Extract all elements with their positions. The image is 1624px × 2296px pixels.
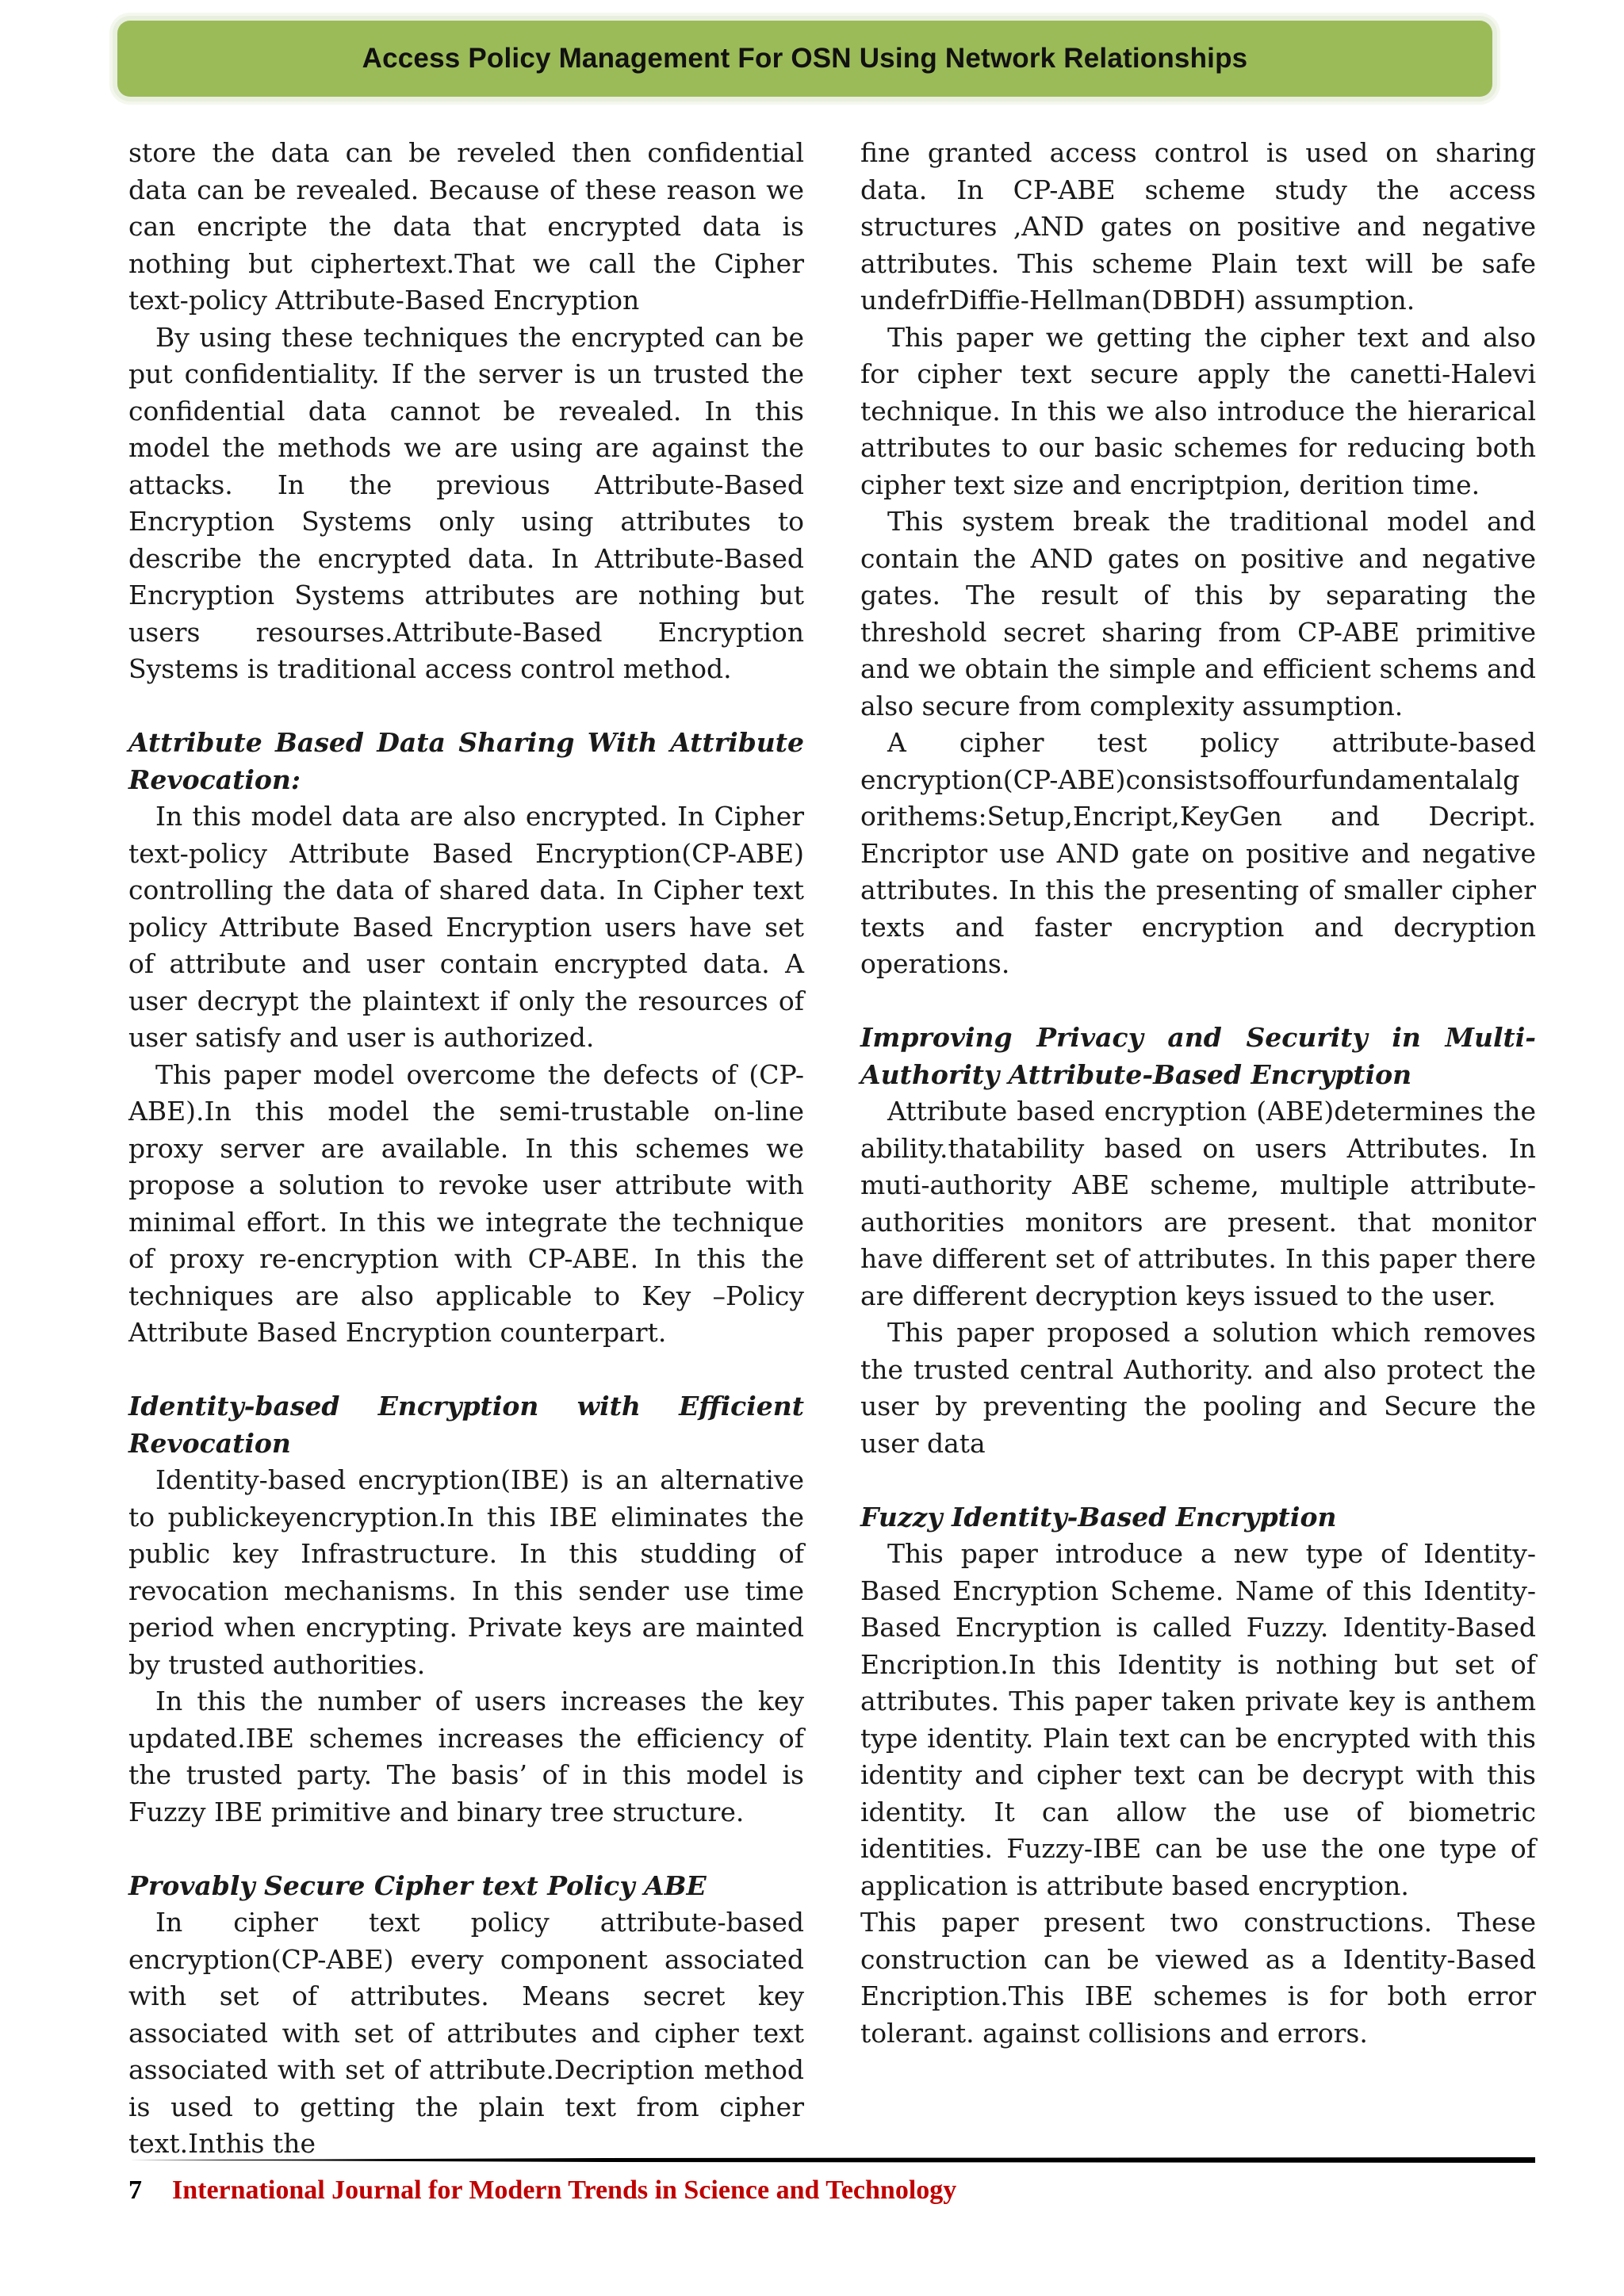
paragraph: In cipher text policy attribute-based encryption(CP-ABE) every component associated with set of attributes. Means secret key associated with set of attributes and cipher text associated with set of attribute.Decription method is used to getting the plain text from cipher text.Inthis the (128, 1907, 804, 2159)
journal-name: International Journal for Modern Trends in Science and Technology (172, 2175, 957, 2205)
paragraph: A cipher test policy attribute-based encryption(CP-ABE)consistsoffourfundamentalalg orithems:Setup,Encript,KeyGen and Decript. Encriptor use AND gate on positive and negative attributes. In this the presenting of smaller cipher texts and faster encryption and decryption operations. (860, 727, 1536, 979)
running-title: Access Policy Management For OSN Using Network Relationships (362, 43, 1248, 74)
paragraph: fine granted access control is used on sharing data. In CP-ABE scheme study the access structures ,AND gates on positive and negative attributes. This scheme Plain text will be safe undefrDiffie-Hellman(DBDH) assumption. (860, 137, 1536, 316)
section-heading: Fuzzy Identity-Based Encryption (860, 1501, 1337, 1533)
page-number: 7 (128, 2175, 142, 2205)
paragraph: In this model data are also encrypted. In Cipher text-policy Attribute Based Encryption(CP-ABE) controlling the data of shared data. In Cipher text policy Attribute Based Encryption users have set of attribute and user contain encrypted data. A user decrypt the plaintext if only the resources of user satisfy and user is authorized. (128, 801, 804, 1053)
paragraph: This paper present two constructions. These construction can be viewed as a Identity-Based Encription.This IBE schemes is for both error tolerant. against collisions and errors. (860, 1907, 1536, 2049)
paragraph: This paper we getting the cipher text and also for cipher text secure apply the canetti-Halevi technique. In this we also introduce the hierarical attributes to our basic schemes for reducing both cipher text size and encriptpion, derition time. (860, 321, 1536, 500)
paragraph: Identity-based encryption(IBE) is an alternative to publickeyencryption.In this IBE eliminates the public key Infrastructure. In this studding of revocation mechanisms. In this sender use time period when encrypting. Private keys are mainted by trusted authorities. (128, 1464, 804, 1680)
paragraph: store the data can be reveled then confidential data can be revealed. Because of these reason we can encripte the data that encrypted data is nothing but ciphertext.That we call the Cipher text-policy Attribute-Based Encryption (128, 137, 804, 316)
paragraph: In this the number of users increases the key updated.IBE schemes increases the efficiency of the trusted party. The basis’ of in this model is Fuzzy IBE primitive and binary tree structure. (128, 1686, 804, 1827)
section-heading: Provably Secure Cipher text Policy ABE (128, 1869, 707, 1901)
section-heading: Attribute Based Data Sharing With Attribute Revocation: (128, 727, 804, 795)
right-column (860, 135, 1536, 2052)
paragraph: This paper introduce a new type of Identity-Based Encryption Scheme. Name of this Identity-Based Encryption is called Fuzzy. Identity-Based Encription.In this Identity is nothing but set of attributes. This paper taken private key is anthem type identity. Plain text can be encrypted with this identity and cipher text can be decrypt with this identity. It can allow the use of biometric identities. Fuzzy-IBE can be use the one type of application is attribute based encryption. (860, 1538, 1536, 1901)
left-column (128, 135, 804, 2163)
header-bar (117, 21, 1492, 97)
paragraph: Attribute based encryption (ABE)determines the ability.thatability based on users Attributes. In muti-authority ABE scheme, multiple attribute-authorities monitors are present. that monitor have different set of attributes. In this paper there are different decryption keys issued to the user. (860, 1096, 1536, 1311)
footer (128, 2172, 956, 2209)
paragraph: This system break the traditional model and contain the AND gates on positive and negative gates. The result of this by separating the threshold secret sharing from CP-ABE primitive and we obtain the simple and efficient schems and also secure from complexity assumption. (860, 506, 1536, 721)
footer-rule (128, 2157, 1535, 2163)
section-heading: Identity-based Encryption with Efficient Revocation (128, 1391, 804, 1459)
section-heading: Improving Privacy and Security in Multi-Authority Attribute-Based Encryption (860, 1022, 1536, 1090)
paragraph: This paper proposed a solution which removes the trusted central Authority. and also protect the user by preventing the pooling and Secure the user data (860, 1317, 1536, 1459)
paragraph: By using these techniques the encrypted can be put confidentiality. If the server is un trusted the confidential data cannot be revealed. In this model the methods we are using are against the attacks. In the previous Attribute-Based Encryption Systems only using attributes to describe the encrypted data. In Attribute-Based Encryption Systems attributes are nothing but users resourses.Attribute-Based Encryption Systems is traditional access control method. (128, 321, 804, 684)
paragraph: This paper model overcome the defects of (CP-ABE).In this model the semi-trustable on-line proxy server are available. In this schemes we propose a solution to revoke user attribute with minimal effort. In this we integrate the technique of proxy re-encryption with CP-ABE. In this the techniques are also applicable to Key –Policy Attribute Based Encryption counterpart. (128, 1058, 804, 1348)
